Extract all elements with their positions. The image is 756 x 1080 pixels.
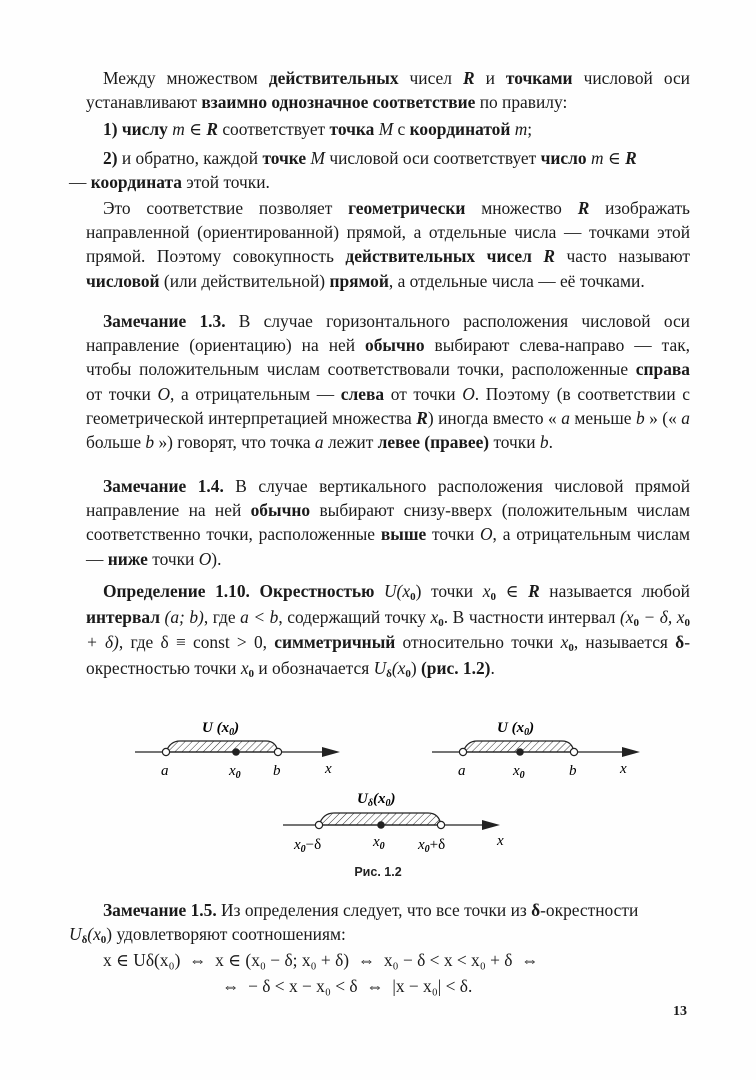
svg-text:b: b bbox=[273, 763, 281, 779]
intro-paragraph: Между множеством действительных чисел R и точками числовой оси устанавливают взаимно однозначное соответствие по правилу: bbox=[86, 68, 690, 113]
svg-text:x0: $x_0$ bbox=[229, 763, 241, 781]
remark-1-4: Замечание 1.4. В случае вертикального расположения числовой прямой направление на ней обычно выбирают снизу-вверх (положительным числам соответственно точки, расположенные выше точки O, а отрицательным числам — ниже точки O). bbox=[86, 476, 691, 569]
svg-text:x: x bbox=[325, 761, 332, 777]
remark-1-3: Замечание 1.3. В случае горизонтального расположения числовой оси направление (ориентацию) на ней обычно выбирают слева-направо — так, чтобы положительным числам соответствовали точки, расположенные справа от точки O, а отрицательным — слева от точки O. Поэтому (в соответствии с геометрической интерпретацией множества R) иногда вместо « a меньше b » (« a больше b ») говорят, что точка a лежит левее (правее) точки b. bbox=[86, 311, 690, 453]
definition-1-10: Определение 1.10. Окрестностью $U(x_0)$ точки $x_0$ ∈ R называется любой интервал (a; b), где a < b, содержащий точку $x_0$. В частности интервал ($x_0 - \delta$, $x_0 + \delta$), где δ ≡ const > 0, симметричный относительно точки $x_0$, называется δ-окрестностью точки $x_0$ и обозначается $U_\delta(x_0)$ (рис. 1.2). bbox=[86, 581, 690, 680]
delta-neighborhood-diagram bbox=[283, 791, 504, 855]
equivalence-formula-line-1: x ∈ Uδ(x₀) ⇔ x ∈ (x₀ − δ; x₀ + δ) ⇔ x₀ − δ < x < x₀ + δ ⇔ bbox=[103, 950, 539, 970]
remark-title: Замечание 1.5. bbox=[103, 900, 217, 920]
rule-2: 2) и обратно, каждой точке M числовой оси соответствует число m ∈ R — координата этой точки. bbox=[69, 148, 637, 193]
neighborhood-diagram-1 bbox=[135, 720, 340, 781]
definition-title: Определение 1.10. Окрестностью bbox=[103, 581, 375, 601]
svg-text:U (x0): U $(x_0)$ bbox=[497, 720, 535, 738]
svg-text:Uδ(x0): $U_\delta(x_0)$ bbox=[357, 791, 396, 809]
neighborhood-diagram-2 bbox=[432, 720, 640, 781]
svg-text:x0: $x_0$ bbox=[373, 834, 385, 852]
rule-1: 1) числу m ∈ R соответствует точка M с координатой m; bbox=[103, 119, 533, 139]
svg-text:x0−δ: $x_0-\delta$ bbox=[294, 837, 322, 855]
svg-text:b: b bbox=[569, 763, 577, 779]
svg-text:x0+δ: $x_0+\delta$ bbox=[418, 837, 446, 855]
remark-title: Замечание 1.4. bbox=[103, 476, 224, 496]
svg-text:a: a bbox=[458, 763, 466, 779]
remark-title: Замечание 1.3. bbox=[103, 311, 226, 331]
svg-text:U (x0): U $(x_0)$ bbox=[202, 720, 240, 738]
svg-text:x0: $x_0$ bbox=[513, 763, 525, 781]
equivalence-formula-line-2: ⇔ − δ < x − x₀ < δ ⇔ |x − x₀| < δ. bbox=[222, 976, 473, 996]
remark-1-5: Замечание 1.5. Из определения следует, что все точки из δ-окрестности $U_\delta(x_0)$ удовлетворяют соотношениям: bbox=[69, 900, 639, 947]
svg-text:a: a bbox=[161, 763, 169, 779]
figure-caption: Рис. 1.2 bbox=[354, 865, 402, 879]
svg-text:x: x bbox=[620, 761, 627, 777]
svg-text:x: x bbox=[497, 833, 504, 849]
geometric-paragraph: Это соответствие позволяет геометрически множество R изображать направленной (ориентированной) прямой, а отдельные числа — точками этой прямой. Поэтому совокупность действительных чисел R часто называют числовой (или действительной) прямой, а отдельные числа — её точками. bbox=[86, 198, 690, 291]
page-number: 13 bbox=[673, 1004, 687, 1019]
